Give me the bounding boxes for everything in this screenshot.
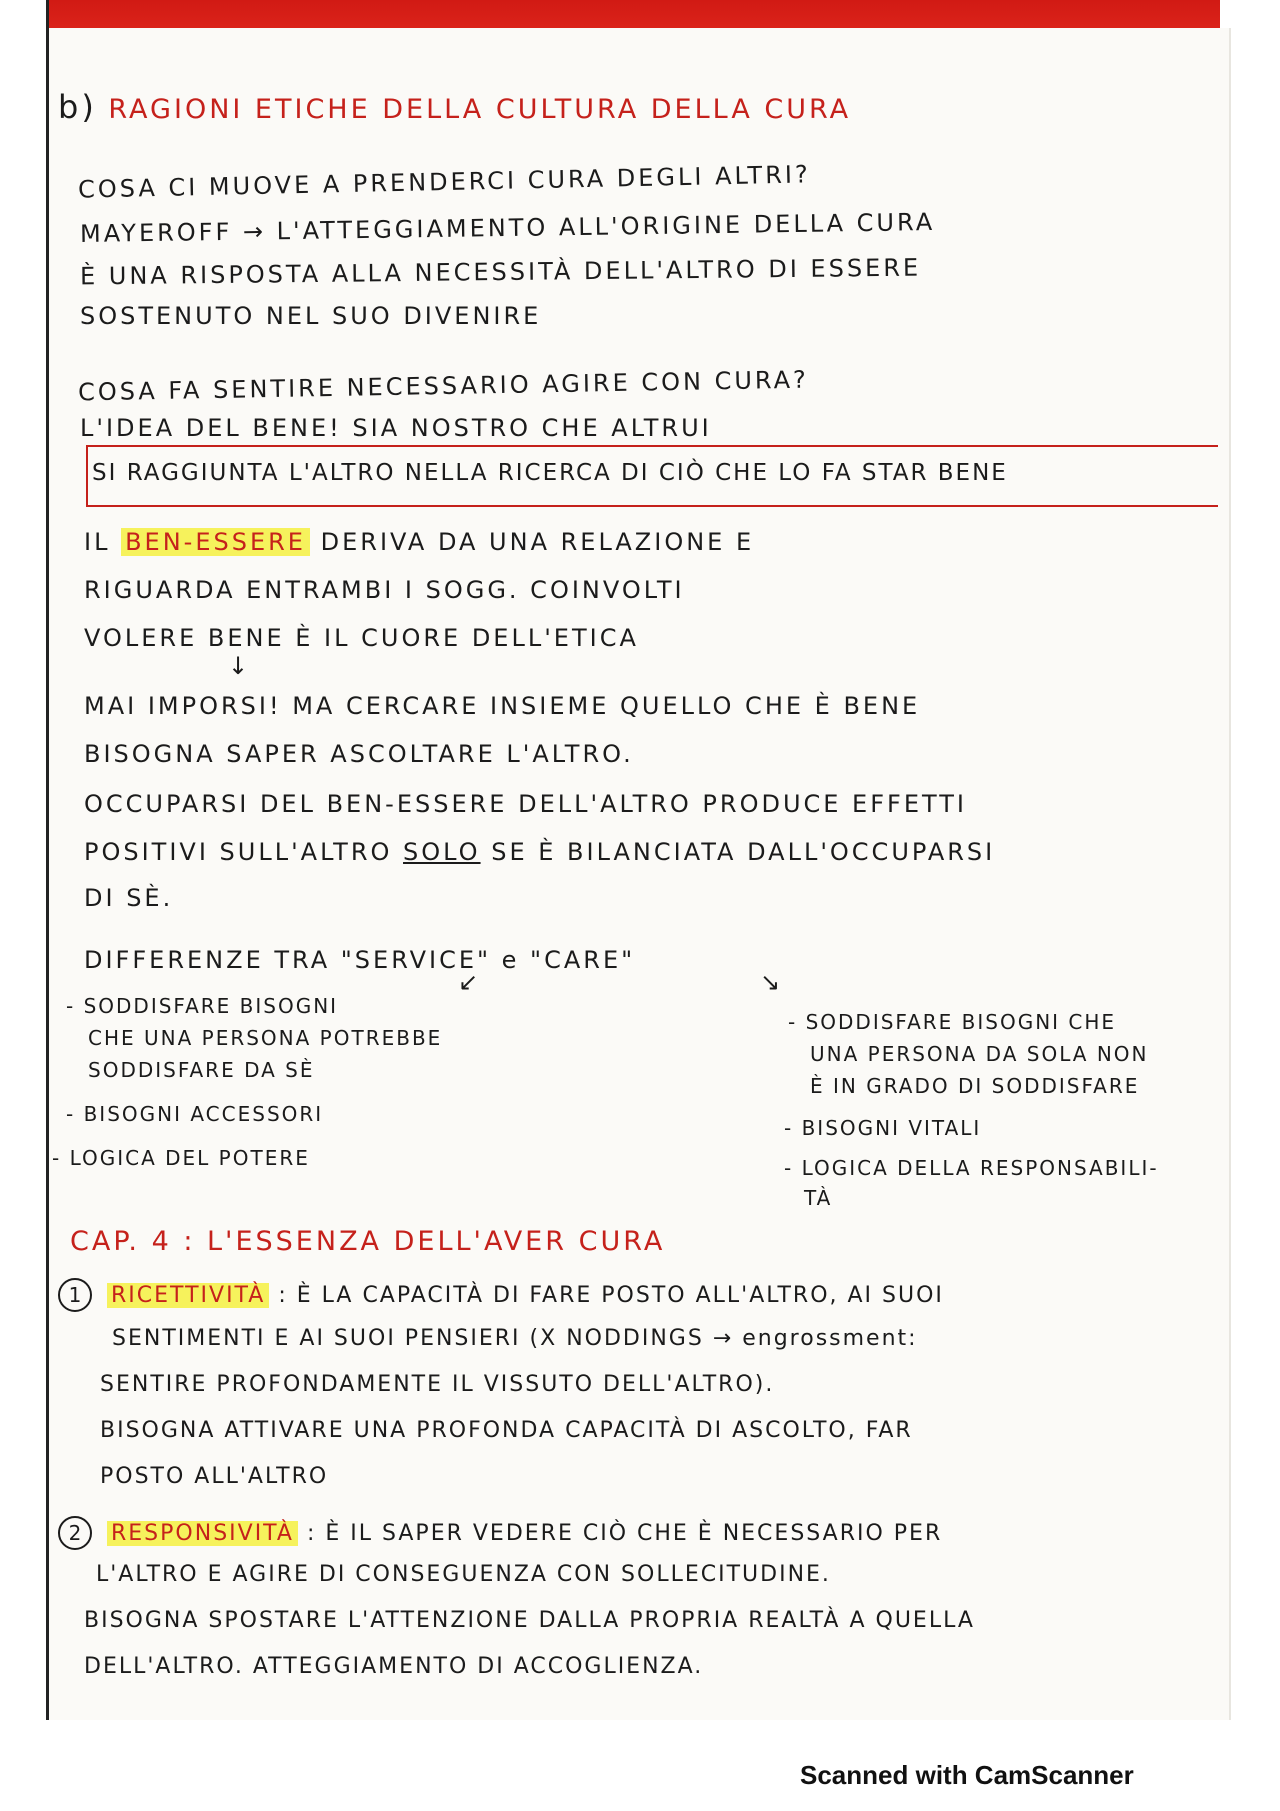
section-b-heading: [58, 88, 851, 126]
text-fragment: SE È BILANCIATA DALL'OCCUPARSI: [491, 838, 996, 866]
care-item: È IN GRADO DI SODDISFARE: [810, 1074, 1140, 1098]
text-line: L'IDEA DEL BENE! SIA NOSTRO CHE ALTRUI: [80, 414, 712, 442]
text-fragment: POSITIVI SULL'ALTRO: [84, 838, 393, 866]
service-item: - BISOGNI ACCESSORI: [66, 1102, 324, 1126]
definition-line: POSTO ALL'ALTRO: [100, 1464, 329, 1489]
text-line: MAI IMPORSI! MA CERCARE INSIEME QUELLO CHE È BENE: [84, 692, 921, 720]
right-margin: [1220, 0, 1280, 1720]
service-item: SODDISFARE DA SÈ: [88, 1058, 315, 1082]
service-item: - SODDISFARE BISOGNI: [66, 994, 339, 1018]
scanner-watermark: Scanned with CamScanner: [800, 1760, 1134, 1790]
down-arrow-icon: ↓: [228, 652, 249, 680]
text-fragment: DERIVA DA UNA RELAZIONE E: [320, 528, 755, 556]
definition-line: SENTIRE PROFONDAMENTE IL VISSUTO DELL'ALTRO).: [100, 1372, 775, 1397]
text-line: VOLERE BENE È IL CUORE DELL'ETICA: [84, 624, 639, 652]
service-item: CHE UNA PERSONA POTREBBE: [88, 1026, 443, 1050]
text-line: RIGUARDA ENTRAMBI I SOGG. COINVOLTI: [84, 576, 685, 604]
definition-line: DELL'ALTRO. ATTEGGIAMENTO DI ACCOGLIENZA.: [84, 1654, 704, 1679]
service-item: - LOGICA DEL POTERE: [52, 1146, 310, 1170]
underlined-word: SOLO: [403, 838, 481, 866]
definition-text: : È IL SAPER VEDERE CIÒ CHE È NECESSARIO PER: [306, 1521, 943, 1546]
text-fragment: IL: [84, 528, 111, 556]
highlighted-term: BEN-ESSERE: [121, 528, 310, 556]
text-line: MAYEROFF → L'ATTEGGIAMENTO ALL'ORIGINE DELLA CURA: [79, 208, 936, 248]
definition-line: L'ALTRO E AGIRE DI CONSEGUENZA CON SOLLECITUDINE.: [96, 1562, 831, 1587]
text-line: OCCUPARSI DEL BEN-ESSERE DELL'ALTRO PRODUCE EFFETTI: [84, 790, 967, 818]
arrow-left-icon: ↙: [458, 968, 479, 996]
chapter-title: CAP. 4 : L'ESSENZA DELL'AVER CURA: [70, 1226, 666, 1257]
left-margin: [0, 0, 48, 1811]
text-line: BISOGNA SAPER ASCOLTARE L'ALTRO.: [84, 740, 634, 768]
definition-line: BISOGNA SPOSTARE L'ATTENZIONE DALLA PROPRIA REALTÀ A QUELLA: [84, 1608, 975, 1633]
text-line: COSA CI MUOVE A PRENDERCI CURA DEGLI ALTRI?: [77, 160, 811, 204]
care-item: TÀ: [804, 1186, 833, 1210]
text-line: COSA FA SENTIRE NECESSARIO AGIRE CON CURA?: [77, 365, 809, 407]
definition-line: BISOGNA ATTIVARE UNA PROFONDA CAPACITÀ DI ASCOLTO, FAR: [100, 1418, 913, 1443]
text-line: SOSTENUTO NEL SUO DIVENIRE: [80, 302, 542, 330]
arrow-right-icon: ↘: [760, 968, 781, 996]
section-b-label: b): [58, 88, 97, 126]
item-1-line: [58, 1278, 944, 1312]
text-line: DI SÈ.: [84, 884, 174, 912]
text-line: È UNA RISPOSTA ALLA NECESSITÀ DELL'ALTRO DI ESSERE: [79, 253, 922, 291]
definition-text: : È LA CAPACITÀ DI FARE POSTO ALL'ALTRO, AI SUOI: [278, 1283, 944, 1308]
page-edge: [46, 0, 49, 1720]
item-2-line: [58, 1516, 942, 1550]
definition-line: SENTIMENTI E AI SUOI PENSIERI (X NODDINGS → engrossment:: [112, 1326, 918, 1351]
differences-heading: DIFFERENZE TRA "SERVICE" e "CARE": [84, 946, 636, 974]
care-item: - SODDISFARE BISOGNI CHE: [788, 1010, 1117, 1034]
term-ricettivita: RICETTIVITÀ: [107, 1283, 269, 1308]
text-line-benessere: [84, 528, 754, 556]
term-responsivita: RESPONSIVITÀ: [107, 1521, 298, 1546]
care-item: - BISOGNI VITALI: [784, 1116, 982, 1140]
boxed-sentence: SI RAGGIUNTA L'ALTRO NELLA RICERCA DI CIÒ CHE LO FA STAR BENE: [92, 460, 1008, 486]
care-item: UNA PERSONA DA SOLA NON: [810, 1042, 1149, 1066]
section-b-title: RAGIONI ETICHE DELLA CULTURA DELLA CURA: [108, 94, 852, 125]
text-line-positivi: [84, 838, 995, 866]
number-1-icon: 1: [58, 1278, 92, 1312]
number-2-icon: 2: [58, 1516, 92, 1550]
care-item: - LOGICA DELLA RESPONSABILI-: [784, 1156, 1159, 1180]
